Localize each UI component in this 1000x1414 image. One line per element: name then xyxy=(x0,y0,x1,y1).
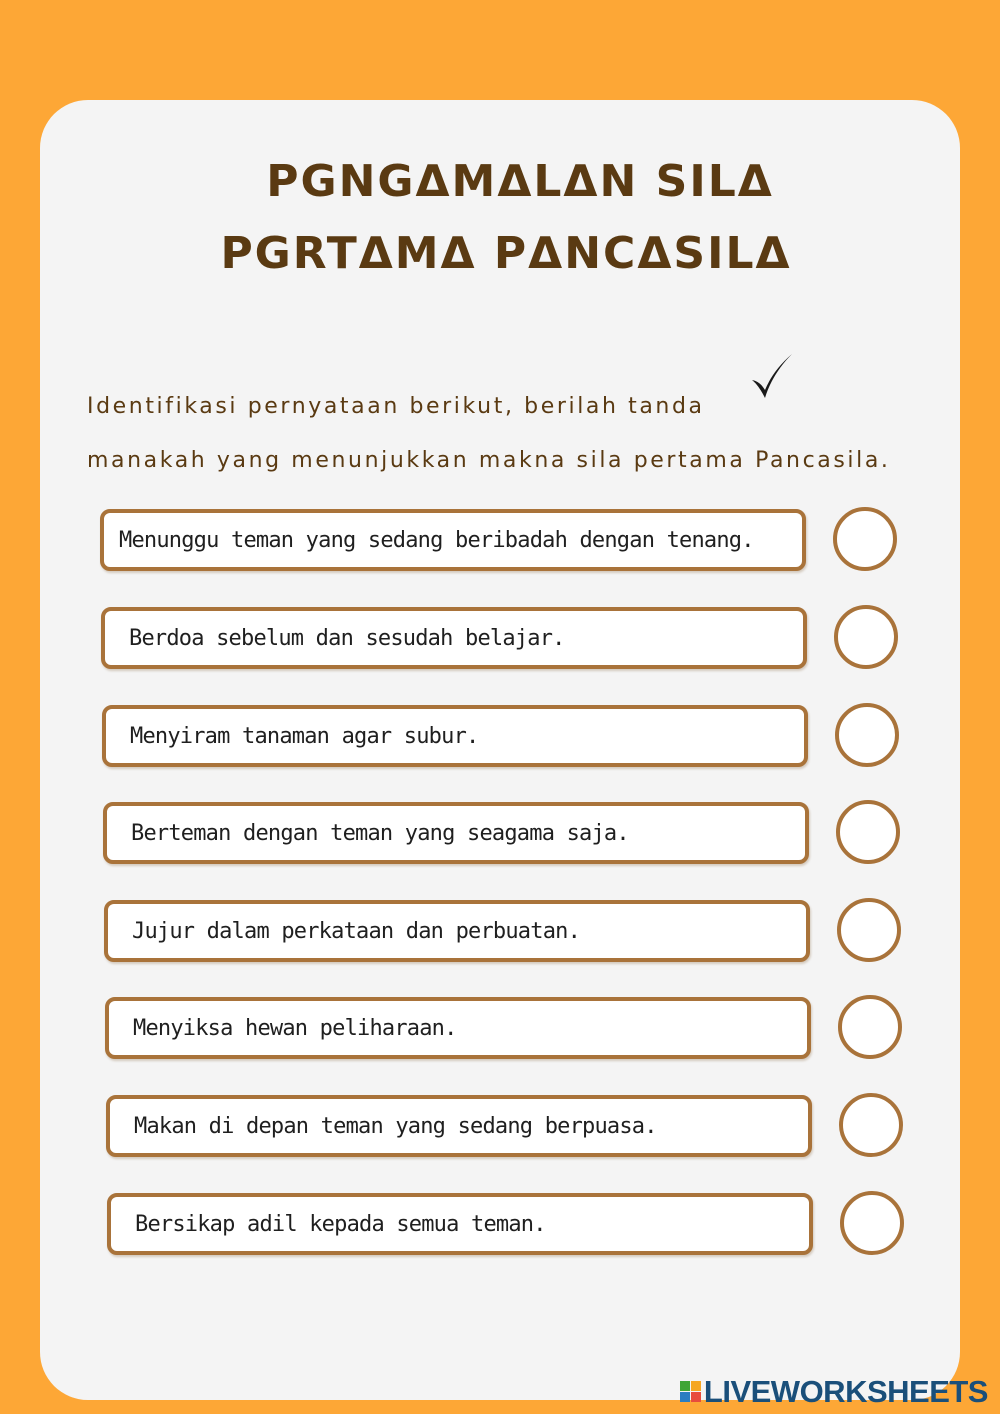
answer-radio[interactable] xyxy=(837,898,901,962)
answer-radio[interactable] xyxy=(839,1093,903,1157)
statement-text: Makan di depan teman yang sedang berpuasa. xyxy=(134,1113,657,1139)
statement-box xyxy=(107,1193,813,1255)
statement-text: Jujur dalam perkataan dan perbuatan. xyxy=(132,918,581,944)
statement-text: Menunggu teman yang sedang beribadah dengan tenang. xyxy=(119,527,754,553)
answer-radio[interactable] xyxy=(836,800,900,864)
statement-text: Menyiram tanaman agar subur. xyxy=(130,723,479,749)
statement-box xyxy=(105,997,811,1059)
liveworksheets-logo-icon xyxy=(680,1381,702,1403)
instruction-line-2: manakah yang menunjukkan makna sila pertama Pancasila. xyxy=(87,448,891,473)
statement-box xyxy=(101,607,807,669)
title-line-1: PGNGΔMΔLΔN SILΔ xyxy=(266,156,774,207)
liveworksheets-brand xyxy=(680,1374,988,1410)
answer-radio[interactable] xyxy=(833,507,897,571)
statement-box xyxy=(103,802,809,864)
brand-name: LIVEWORKSHEETS xyxy=(703,1374,988,1409)
statement-text: Berdoa sebelum dan sesudah belajar. xyxy=(129,625,565,651)
answer-radio[interactable] xyxy=(834,605,898,669)
instruction-line-1: Identifikasi pernyataan berikut, berilah tanda xyxy=(87,394,705,419)
answer-radio[interactable] xyxy=(838,995,902,1059)
statement-text: Menyiksa hewan peliharaan. xyxy=(133,1015,457,1041)
statement-box xyxy=(106,1095,812,1157)
statement-box xyxy=(100,509,806,571)
statement-text: Berteman dengan teman yang seagama saja. xyxy=(131,820,629,846)
statement-text: Bersikap adil kepada semua teman. xyxy=(135,1211,546,1237)
answer-radio[interactable] xyxy=(840,1191,904,1255)
statement-box xyxy=(102,705,808,767)
answer-radio[interactable] xyxy=(835,703,899,767)
title-line-2: PGRTΔMΔ PΔNCΔSILΔ xyxy=(220,228,792,279)
checkmark-icon xyxy=(748,348,796,408)
statement-box xyxy=(104,900,810,962)
